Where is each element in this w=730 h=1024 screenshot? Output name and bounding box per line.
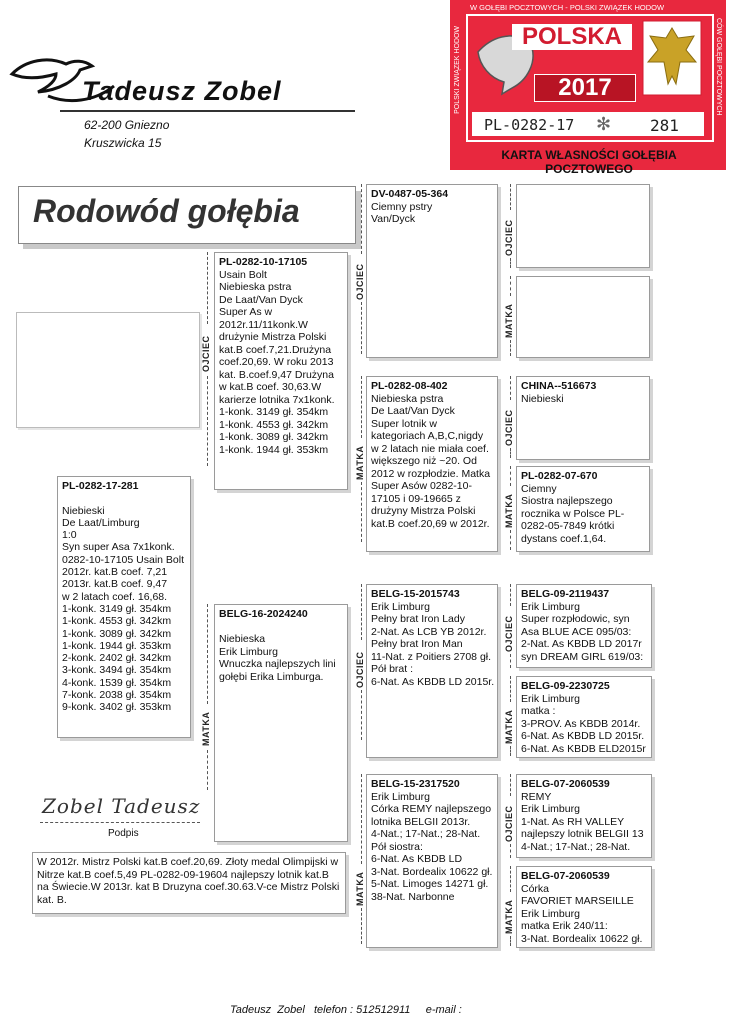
dd-label: MATKA bbox=[355, 871, 365, 906]
eagle-emblem-icon bbox=[642, 20, 702, 96]
main-bird-line: 0282-10-17105 Usain Bolt bbox=[62, 553, 185, 566]
owner-address-1: 62-200 Gniezno bbox=[84, 118, 170, 132]
owner-name: Tadeusz Zobel bbox=[82, 76, 282, 106]
ddd-box bbox=[516, 866, 652, 948]
sss-box bbox=[516, 184, 650, 268]
main-bird-line: 1-konk. 3149 gł. 354km bbox=[62, 602, 172, 615]
dd-line: 3-Nat. Bordealix 10622 gł. bbox=[371, 865, 493, 878]
dsd-connector-lower bbox=[510, 746, 511, 756]
ssd-connector-lower bbox=[510, 340, 511, 356]
ds-connector bbox=[361, 584, 362, 640]
footer-contact: Tadeusz Zobel telefon : 512512911 e-mail : bbox=[230, 1004, 462, 1016]
ds-connector-lower bbox=[361, 690, 362, 740]
sire-result: 1-konk. 4553 gł. 342km bbox=[219, 418, 329, 431]
dsd-line: 6-Nat. As KBDB LD 2015r. bbox=[521, 730, 645, 742]
card-ring: PL-0282-17 bbox=[484, 116, 575, 134]
sdd-connector-lower bbox=[510, 530, 511, 550]
dd-line: Pół siostra: bbox=[371, 840, 423, 853]
sd-line: Niebieska pstra bbox=[371, 392, 444, 405]
main-bird-line: Niebieski bbox=[62, 504, 105, 517]
main-bird-line: De Laat/Limburg bbox=[62, 516, 140, 529]
card-caption: KARTA WŁASNOŚCI GOŁĘBIA POCZTOWEGO bbox=[501, 148, 677, 176]
main-bird-line: 3-konk. 3494 gł. 354km bbox=[62, 664, 172, 677]
dss-line: Asa BLUE ACE 095/03: bbox=[521, 625, 632, 638]
dam-text: Wnuczka najlepszych lini gołębi Erika Limburga. bbox=[219, 658, 336, 683]
dam-box bbox=[214, 604, 348, 842]
ddd-connector bbox=[510, 866, 511, 892]
ss-id: DV-0487-05-364 bbox=[371, 188, 449, 200]
dss-line: syn DREAM GIRL 619/03: bbox=[521, 650, 644, 663]
dds-line: 1-Nat. As RH VALLEY bbox=[521, 815, 625, 828]
main-bird-line: 1-konk. 1944 gł. 353km bbox=[62, 639, 172, 652]
sire-line: Niebieska pstra bbox=[219, 281, 292, 293]
main-bird-line: 1-konk. 3089 gł. 342km bbox=[62, 627, 172, 640]
ddd-line: FAVORIET MARSEILLE bbox=[521, 895, 634, 907]
dd-id: BELG-15-2317520 bbox=[371, 778, 460, 790]
sd-line: De Laat/Van Dyck bbox=[371, 405, 455, 417]
main-bird-line: 4-konk. 1539 gł. 354km bbox=[62, 676, 172, 689]
photo-placeholder bbox=[16, 312, 200, 428]
ddd-connector-lower bbox=[510, 936, 511, 946]
sdd-id: PL-0282-07-670 bbox=[521, 470, 598, 482]
ss-label: OJCIEC bbox=[355, 263, 365, 300]
ss-connector bbox=[361, 184, 362, 254]
dam-connector-lower bbox=[207, 750, 208, 790]
dds-label: OJCIEC bbox=[504, 805, 514, 842]
sds-line: Niebieski bbox=[521, 392, 564, 405]
sd-box bbox=[366, 376, 498, 552]
dds-connector bbox=[510, 774, 511, 796]
sds-label: OJCIEC bbox=[504, 409, 514, 446]
sdd-line: Ciemny bbox=[521, 482, 557, 495]
signature: Zobel Tadeusz bbox=[42, 794, 201, 818]
card-side-right: CÓW GOŁĘBI POCZTOWYCH bbox=[715, 18, 722, 116]
sire-id: PL-0282-10-17105 bbox=[219, 256, 308, 268]
card-year: 2017 bbox=[534, 74, 636, 102]
dss-line: Super rozpłodowic, syn bbox=[521, 613, 630, 625]
sds-connector-lower bbox=[510, 448, 511, 458]
main-bird-line: Syn super Asa 7x1konk. bbox=[62, 541, 175, 554]
dss-connector-lower bbox=[510, 654, 511, 668]
owner-address-2: Kruszwicka 15 bbox=[84, 136, 162, 150]
card-side-left: POLSKI ZWIĄZEK HODOW bbox=[454, 26, 461, 114]
dss-id: BELG-09-2119437 bbox=[521, 588, 610, 600]
dam-line: Niebieska bbox=[219, 633, 266, 645]
sdd-label: MATKA bbox=[504, 493, 514, 528]
sdd-box bbox=[516, 466, 650, 552]
main-bird-line: w 2 latach coef. 16,68. bbox=[62, 590, 168, 603]
title-box bbox=[18, 186, 356, 244]
sire-line: De Laat/Van Dyck bbox=[219, 293, 303, 306]
main-bird-line: 2013r. kat.B coef. 9,47 bbox=[62, 578, 168, 591]
main-bird-line: 7-konk. 2038 gł. 354km bbox=[62, 689, 172, 702]
sdd-text: Siostra najlepszego rocznika w Polsce PL-0282-05-7849 krótki dystans coef.1,64. bbox=[521, 495, 625, 545]
ssd-box bbox=[516, 276, 650, 358]
sire-result: 1-konk. 1944 gł. 353km bbox=[219, 443, 329, 456]
dam-id: BELG-16-2024240 bbox=[219, 608, 308, 620]
dd-line: 5-Nat. Limoges 14271 gł. bbox=[371, 878, 489, 890]
page-title: Rodowód gołębia bbox=[33, 193, 300, 229]
sire-connector bbox=[207, 252, 208, 324]
ddd-line: 3-Nat. Bordealix 10622 gł. bbox=[521, 932, 643, 945]
main-bird-box bbox=[57, 476, 191, 738]
dds-line: 4-Nat.; 17-Nat.; 28-Nat. bbox=[521, 840, 631, 853]
dd-line: 4-Nat.; 17-Nat.; 28-Nat. bbox=[371, 828, 481, 840]
main-bird-line: 2-konk. 2402 gł. 342km bbox=[62, 652, 172, 665]
dsd-box bbox=[516, 676, 652, 758]
dam-line: Erik Limburg bbox=[219, 645, 278, 658]
ss-line: Ciemny pstry bbox=[371, 200, 433, 213]
sd-label: MATKA bbox=[355, 445, 365, 480]
main-bird-line bbox=[62, 492, 186, 504]
dam-label: MATKA bbox=[201, 711, 211, 746]
ds-line: Erik Limburg bbox=[371, 600, 430, 613]
sds-box bbox=[516, 376, 650, 460]
dsd-id: BELG-09-2230725 bbox=[521, 680, 610, 692]
dsd-label: MATKA bbox=[504, 709, 514, 744]
dam-connector bbox=[207, 604, 208, 704]
sire-line: Usain Bolt bbox=[219, 268, 267, 281]
name-underline bbox=[60, 110, 355, 112]
card-number: 281 bbox=[650, 116, 679, 135]
dsd-line: 3-PROV. As KBDB 2014r. bbox=[521, 717, 641, 730]
dd-box bbox=[366, 774, 498, 948]
ss-box bbox=[366, 184, 498, 358]
ownership-card bbox=[450, 0, 726, 176]
ds-line: Pełny brat Iron Man bbox=[371, 638, 463, 650]
dds-line: REMY bbox=[521, 790, 552, 803]
sire-connector-lower bbox=[207, 376, 208, 466]
dsd-line: Erik Limburg bbox=[521, 692, 580, 705]
dd-line: 38-Nat. Narbonne bbox=[371, 890, 455, 903]
ds-line: 2-Nat. As LCB YB 2012r. bbox=[371, 625, 487, 638]
ds-line: 11-Nat. z Poitiers 2708 gł. bbox=[371, 650, 492, 663]
ds-box bbox=[366, 584, 498, 758]
dds-box bbox=[516, 774, 652, 858]
card-arc-text: W GOŁĘBI POCZTOWYCH - POLSKI ZWIĄZEK HODOW bbox=[470, 3, 665, 12]
dsd-line: 6-Nat. As KBDB ELD2015r bbox=[521, 742, 646, 755]
dd-text: Córka REMY najlepszego lotnika BELGII 2013r. bbox=[371, 803, 492, 828]
notes-text: W 2012r. Mistrz Polski kat.B coef.20,69. Złoty medal Olimpijski w Nitrze kat.B coef.5,49 PL-0282-09-19604 najlepszy lotnik kat.B na Świecie.W 2013r. kat B Druzyna coef.30.63.V-ce Mistrz Polski kat. B. bbox=[37, 856, 340, 906]
main-bird-line: 1-konk. 4553 gł. 342km bbox=[62, 615, 172, 628]
sd-connector-lower bbox=[361, 482, 362, 542]
sss-connector bbox=[510, 184, 511, 210]
sss-label: OJCIEC bbox=[504, 219, 514, 256]
sire-box bbox=[214, 252, 348, 490]
ddd-label: MATKA bbox=[504, 899, 514, 934]
dd-line: Erik Limburg bbox=[371, 790, 430, 803]
ss-line: Van/Dyck bbox=[371, 213, 416, 225]
main-bird-line: 9-konk. 3402 gł. 353km bbox=[62, 701, 172, 714]
sire-text: Super As w 2012r.11/11konk.W drużynie Mistrza Polski kat.B coef.7,21.Drużyna coef.20,69. W roku 2013 kat. B.coef.9,47 Drużyna w kat.B coef. 30,63.W karierze lotnika 7x1konk. bbox=[219, 306, 335, 406]
dsd-line: matka : bbox=[521, 705, 556, 717]
ssd-connector bbox=[510, 276, 511, 296]
main-bird-line: 2012r. kat.B coef. 7,21 bbox=[62, 566, 168, 579]
sd-text: Super lotnik w kategoriach A,B,C,nigdy w 2 latach nie miała coef. większego niż ~20. Od 2012 w rozpłodzie. Matka Super Asów 0282-10-17105 i 09-19665 z drużyny Mistrza Polski kat.B coef.20,69 w 2012r. bbox=[371, 417, 491, 530]
ds-id: BELG-15-2015743 bbox=[371, 588, 460, 600]
main-bird-id: PL-0282-17-281 bbox=[62, 480, 139, 492]
ddd-id: BELG-07-2060539 bbox=[521, 870, 610, 882]
dd-connector bbox=[361, 774, 362, 864]
ssd-label: MATKA bbox=[504, 303, 514, 338]
ss-connector-lower bbox=[361, 302, 362, 354]
ddd-line: matka Erik 240/11: bbox=[521, 920, 608, 932]
sss-connector-lower bbox=[510, 258, 511, 268]
signature-label: Podpis bbox=[108, 828, 139, 839]
sire-result: 1-konk. 3089 gł. 342km bbox=[219, 431, 329, 443]
ddd-line: Córka bbox=[521, 882, 550, 895]
sds-id: CHINA--516673 bbox=[521, 380, 597, 392]
ds-line: Pełny brat Iron Lady bbox=[371, 613, 465, 625]
dsd-connector bbox=[510, 676, 511, 702]
ds-line: Pół brat : bbox=[371, 663, 414, 675]
ds-label: OJCIEC bbox=[355, 651, 365, 688]
dam-line bbox=[219, 621, 343, 634]
dd-line: 6-Nat. As KBDB LD bbox=[371, 853, 463, 865]
dds-id: BELG-07-2060539 bbox=[521, 778, 610, 790]
dds-line: najlepszy lotnik BELGII 13 bbox=[521, 828, 644, 840]
sds-connector bbox=[510, 376, 511, 400]
dss-line: 2-Nat. As KBDB LD 2017r bbox=[521, 638, 642, 650]
main-bird-line: 1:0 bbox=[62, 529, 77, 542]
sire-result: 1-konk. 3149 gł. 354km bbox=[219, 406, 329, 418]
dss-label: OJCIEC bbox=[504, 615, 514, 652]
ds-line: 6-Nat. As KBDB LD 2015r. bbox=[371, 675, 495, 688]
sire-label: OJCIEC bbox=[201, 335, 211, 372]
sd-id: PL-0282-08-402 bbox=[371, 380, 448, 392]
ddd-line: Erik Limburg bbox=[521, 907, 580, 920]
dds-connector-lower bbox=[510, 844, 511, 858]
sd-connector bbox=[361, 376, 362, 438]
dss-line: Erik Limburg bbox=[521, 600, 580, 613]
card-country: POLSKA bbox=[512, 24, 632, 50]
dss-connector bbox=[510, 584, 511, 606]
card-star-icon: ✻ bbox=[596, 114, 612, 134]
dds-line: Erik Limburg bbox=[521, 803, 580, 815]
sdd-connector bbox=[510, 466, 511, 486]
dss-box bbox=[516, 584, 652, 668]
notes-box bbox=[32, 852, 346, 914]
dd-connector-lower bbox=[361, 908, 362, 944]
signature-line bbox=[40, 822, 200, 823]
